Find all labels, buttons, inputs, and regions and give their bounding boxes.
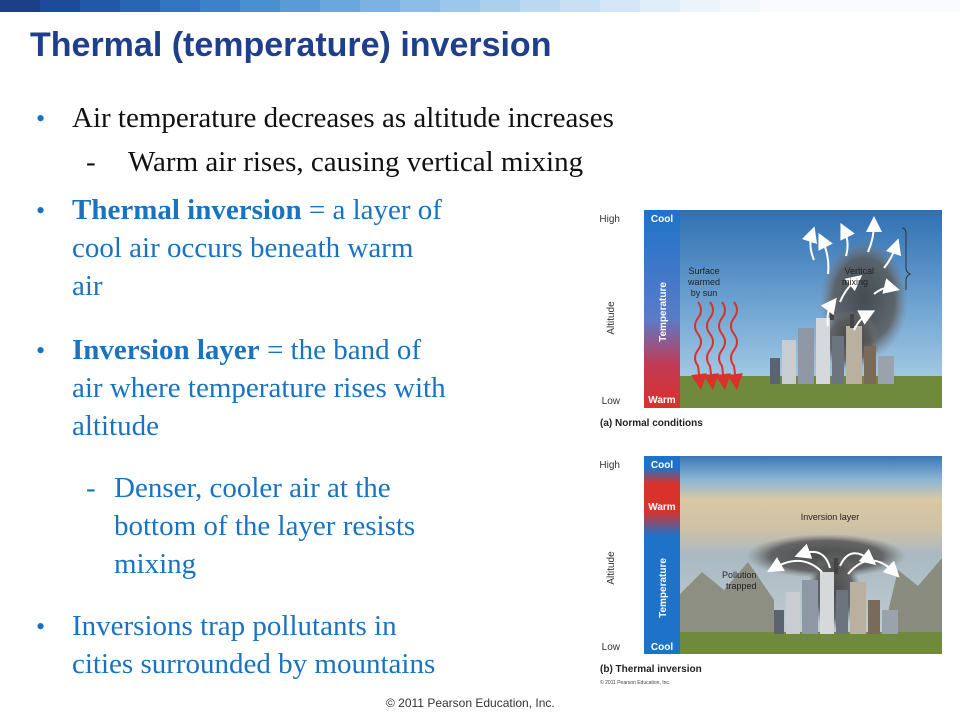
term-inversion-layer: Inversion layer [72, 334, 260, 366]
bullet-4-line2: cities surrounded by mountains [72, 648, 436, 680]
bullet-3-line3: altitude [72, 410, 159, 442]
bullet-3-sub-line3: mixing [114, 548, 197, 580]
panel-normal-conditions [599, 210, 942, 429]
bullet-1-text: Air temperature decreases as altitude increases [72, 102, 614, 134]
cool-label: Cool [650, 214, 674, 225]
bullet-3-sub-dash: - [86, 472, 96, 504]
low-label: Low [601, 396, 620, 407]
pollution-label-1: Pollution [722, 570, 757, 580]
surface-label-2: warmed [687, 277, 721, 287]
bullet-3-line2: air where temperature rises with [72, 372, 446, 404]
low-label: Low [601, 642, 620, 653]
figure-credit: © 2011 Pearson Education, Inc. [600, 680, 671, 686]
bullet-1-sub-text: Warm air rises, causing vertical mixing [128, 146, 584, 178]
bullet-2-line2: cool air occurs beneath warm [72, 232, 414, 264]
panel-thermal-inversion [599, 456, 942, 686]
bullet-2-line3: air [72, 270, 103, 302]
surface-label-1: Surface [688, 266, 720, 276]
altitude-label: Altitude [606, 301, 617, 335]
inversion-figure [578, 190, 948, 690]
bullet-3-sub-line1: Denser, cooler air at the [114, 472, 391, 504]
altitude-label: Altitude [606, 551, 617, 585]
inversion-layer-label: Inversion layer [800, 512, 860, 522]
pollution-label-2: trapped [726, 581, 757, 591]
slide-title: Thermal (temperature) inversion [30, 26, 552, 64]
ground [680, 632, 942, 654]
high-label: High [599, 460, 620, 471]
bullet-dot: • [36, 612, 46, 641]
warm-label: Warm [648, 502, 676, 513]
bullet-1-sub-dash: - [86, 146, 96, 178]
vertical-label-1: Vertical [844, 266, 874, 276]
temperature-bar [644, 456, 680, 654]
bullet-dot: • [36, 196, 46, 225]
bullet-dot: • [36, 336, 46, 365]
bullet-2-line1 [72, 192, 442, 228]
bullet-3-line1 [72, 332, 421, 368]
temperature-label: Temperature [658, 282, 669, 342]
cool-bottom-label: Cool [650, 642, 674, 653]
caption-normal: (a) Normal conditions [600, 418, 703, 429]
bullet-dot: • [36, 104, 46, 133]
bullet-4-line1: Inversions trap pollutants in [72, 610, 397, 642]
copyright-footer: © 2011 Pearson Education, Inc. [386, 696, 555, 710]
vertical-label-2: mixing [841, 277, 868, 287]
top-color-bar [0, 0, 960, 12]
surface-label-3: by sun [690, 288, 718, 298]
cool-top-label: Cool [650, 460, 674, 471]
high-label: High [599, 214, 620, 225]
term-thermal-inversion: Thermal inversion [72, 194, 302, 226]
caption-inversion: (b) Thermal inversion [600, 664, 702, 675]
bullet-3-definition-start: = the band of [259, 334, 421, 366]
bullet-2-definition-start: = a layer of [301, 194, 442, 226]
warm-label: Warm [648, 395, 676, 406]
temperature-label: Temperature [658, 558, 669, 618]
bullet-3-sub-line2: bottom of the layer resists [114, 510, 416, 542]
